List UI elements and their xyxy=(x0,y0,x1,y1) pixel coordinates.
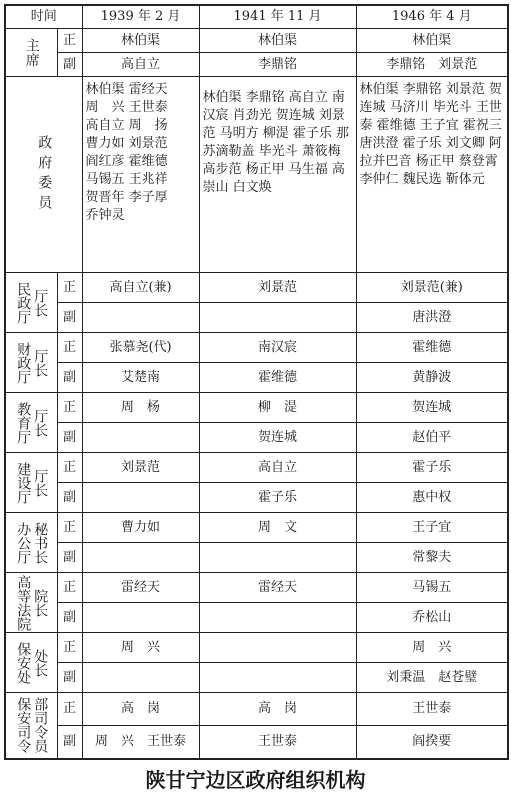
dept-construction-deputy-1939 xyxy=(82,483,199,513)
dept-security-deputy-1946: 刘秉温 赵苍璧 xyxy=(356,663,508,693)
dept-office-deputy-1939 xyxy=(82,543,199,573)
dept-civil-deputy-1941 xyxy=(199,303,356,333)
chairman-category: 主席 xyxy=(5,29,57,77)
dept-education-main-row xyxy=(5,393,508,423)
dept-command-main-1946: 王世泰 xyxy=(356,693,508,726)
main-label: 正 xyxy=(57,513,82,543)
dept-command-category: 保安司令 部司令员 xyxy=(5,693,57,759)
main-label: 正 xyxy=(57,453,82,483)
dept-finance-deputy-row xyxy=(5,363,508,393)
dept-court-main-1946: 马锡五 xyxy=(356,573,508,603)
dept-civil-deputy-1946: 唐洪澄 xyxy=(356,303,508,333)
dept-civil-main-row xyxy=(5,273,508,303)
dept-education-deputy-1946: 赵伯平 xyxy=(356,423,508,453)
dept-office-main-1939: 曹力如 xyxy=(82,513,199,543)
dept-court-category: 高等法院 院长 xyxy=(5,573,57,633)
dept-security-main-1939: 周 兴 xyxy=(82,633,199,663)
dept-command-deputy-1939: 周 兴 王世泰 xyxy=(82,726,199,759)
dept-court-main-row xyxy=(5,573,508,603)
deputy-label: 副 xyxy=(57,363,82,393)
vice-chairman-1939: 高自立 xyxy=(82,53,199,77)
dept-construction-deputy-1941: 霍子乐 xyxy=(199,483,356,513)
dept-civil-deputy-1939 xyxy=(82,303,199,333)
dept-construction-category: 建设厅 厅长 xyxy=(5,453,57,513)
dept-education-category: 教育厅 厅长 xyxy=(5,393,57,453)
dept-court-deputy-1946: 乔松山 xyxy=(356,603,508,633)
dept-finance-main-1939: 张慕尧(代) xyxy=(82,333,199,363)
chairman-1939: 林伯渠 xyxy=(82,29,199,53)
chairman-main-row xyxy=(5,29,508,53)
deputy-label: 副 xyxy=(57,603,82,633)
dept-civil-deputy-row xyxy=(5,303,508,333)
main-label: 正 xyxy=(57,333,82,363)
dept-finance-deputy-1946: 黄静波 xyxy=(356,363,508,393)
dept-civil-category: 民政厅 厅长 xyxy=(5,273,57,333)
dept-office-main-1946: 王子宜 xyxy=(356,513,508,543)
deputy-label: 副 xyxy=(57,726,82,759)
dept-security-main-row xyxy=(5,633,508,663)
dept-command-main-1941: 高 岗 xyxy=(199,693,356,726)
committee-1939-line: 周 兴 王世泰 xyxy=(85,100,168,115)
deputy-label: 副 xyxy=(57,543,82,573)
chairman-1946: 林伯渠 xyxy=(356,29,508,53)
dept-finance-deputy-1939: 艾楚南 xyxy=(82,363,199,393)
dept-finance-deputy-1941: 霍维德 xyxy=(199,363,356,393)
main-label: 正 xyxy=(57,693,82,726)
dept-education-main-1939: 周 杨 xyxy=(82,393,199,423)
dept-command-main-1939: 高 岗 xyxy=(82,693,199,726)
dept-security-deputy-1941 xyxy=(199,663,356,693)
committee-1941-text: 林伯渠 李鼎铭 高自立 南汉宸 肖劲光 贺连城 刘景范 马明方 柳湜 霍子乐 那苏滴勒盖 毕光斗 萧筱梅 高步范 杨正甲 马生福 高崇山 白文焕 xyxy=(202,90,350,195)
committee-1939-line: 高自立 周 扬 xyxy=(85,118,168,133)
dept-office-deputy-row xyxy=(5,543,508,573)
dept-finance-main-row xyxy=(5,333,508,363)
dept-office-category: 办公厅 秘书长 xyxy=(5,513,57,573)
committee-1939-line: 乔钟灵 xyxy=(85,208,125,223)
dept-construction-main-1939: 刘景范 xyxy=(82,453,199,483)
main-label: 正 xyxy=(57,573,82,603)
dept-court-deputy-row xyxy=(5,603,508,633)
committee-1941 xyxy=(199,77,356,273)
deputy-label: 副 xyxy=(57,663,82,693)
committee-1946-text: 林伯渠 李鼎铭 刘景范 贺连城 马济川 毕光斗 王世泰 霍维德 王子宜 霍祝三 唐洪澄 霍子乐 刘文卿 阿拉并巴音 杨正甲 蔡登霄 李仲仁 魏民选 靳体元 xyxy=(359,82,502,187)
time-header: 时间 xyxy=(5,5,82,29)
vice-chairman-1946: 李鼎铭 刘景范 xyxy=(356,53,508,77)
dept-security-main-1946: 周 兴 xyxy=(356,633,508,663)
dept-education-deputy-1941: 贺连城 xyxy=(199,423,356,453)
dept-court-main-1939: 雷经天 xyxy=(82,573,199,603)
committee-row xyxy=(5,77,508,273)
dept-finance-main-1946: 霍维德 xyxy=(356,333,508,363)
main-label: 正 xyxy=(57,633,82,663)
dept-security-deputy-1939 xyxy=(82,663,199,693)
header-row xyxy=(5,5,508,29)
dept-finance-category: 财政厅 厅长 xyxy=(5,333,57,393)
deputy-label: 副 xyxy=(57,423,82,453)
dept-construction-main-1946: 霍子乐 xyxy=(356,453,508,483)
dept-security-category: 保安处 处长 xyxy=(5,633,57,693)
chairman-main-label: 正 xyxy=(57,29,82,53)
main-label: 正 xyxy=(57,273,82,303)
period-1939: 1939 年 2 月 xyxy=(82,5,199,29)
committee-1946 xyxy=(356,77,508,273)
chairman-deputy-label: 副 xyxy=(57,53,82,77)
dept-court-deputy-1941 xyxy=(199,603,356,633)
committee-1939-line: 阎红彦 霍维德 xyxy=(85,154,168,169)
dept-construction-deputy-row xyxy=(5,483,508,513)
chairman-deputy-row xyxy=(5,53,508,77)
period-1946: 1946 年 4 月 xyxy=(356,5,508,29)
deputy-label: 副 xyxy=(57,303,82,333)
dept-office-deputy-1941 xyxy=(199,543,356,573)
dept-construction-main-1941: 高自立 xyxy=(199,453,356,483)
committee-1939-line: 马锡五 王兆祥 xyxy=(85,172,168,187)
committee-category: 政府委员 xyxy=(5,77,82,273)
dept-civil-main-1939: 高自立(兼) xyxy=(82,273,199,303)
committee-1939-line: 曹力如 刘景范 xyxy=(85,136,168,151)
committee-1939 xyxy=(82,77,199,273)
dept-office-deputy-1946: 常黎夫 xyxy=(356,543,508,573)
dept-civil-main-1946: 刘景范(兼) xyxy=(356,273,508,303)
figure-caption: 陕甘宁边区政府组织机构 xyxy=(145,768,366,792)
dept-education-deputy-row xyxy=(5,423,508,453)
org-table-sheet xyxy=(4,4,507,760)
dept-command-deputy-row xyxy=(5,726,508,759)
dept-office-main-1941: 周 文 xyxy=(199,513,356,543)
vice-chairman-1941: 李鼎铭 xyxy=(199,53,356,77)
dept-court-main-1941: 雷经天 xyxy=(199,573,356,603)
dept-education-main-1941: 柳 湜 xyxy=(199,393,356,423)
dept-command-main-row xyxy=(5,693,508,726)
dept-construction-main-row xyxy=(5,453,508,483)
committee-1939-line: 贺晋年 李子厚 xyxy=(85,190,168,205)
dept-education-main-1946: 贺连城 xyxy=(356,393,508,423)
main-label: 正 xyxy=(57,393,82,423)
period-1941: 1941 年 11 月 xyxy=(199,5,356,29)
org-table xyxy=(4,4,509,760)
dept-office-main-row xyxy=(5,513,508,543)
dept-civil-main-1941: 刘景范 xyxy=(199,273,356,303)
chairman-1941: 林伯渠 xyxy=(199,29,356,53)
dept-command-deputy-1946: 阎揆要 xyxy=(356,726,508,759)
dept-command-deputy-1941: 王世泰 xyxy=(199,726,356,759)
dept-security-main-1941 xyxy=(199,633,356,663)
dept-court-deputy-1939 xyxy=(82,603,199,633)
dept-education-deputy-1939 xyxy=(82,423,199,453)
committee-1939-line: 林伯渠 雷经天 xyxy=(85,82,168,97)
deputy-label: 副 xyxy=(57,483,82,513)
dept-construction-deputy-1946: 惠中权 xyxy=(356,483,508,513)
dept-security-deputy-row xyxy=(5,663,508,693)
dept-finance-main-1941: 南汉宸 xyxy=(199,333,356,363)
